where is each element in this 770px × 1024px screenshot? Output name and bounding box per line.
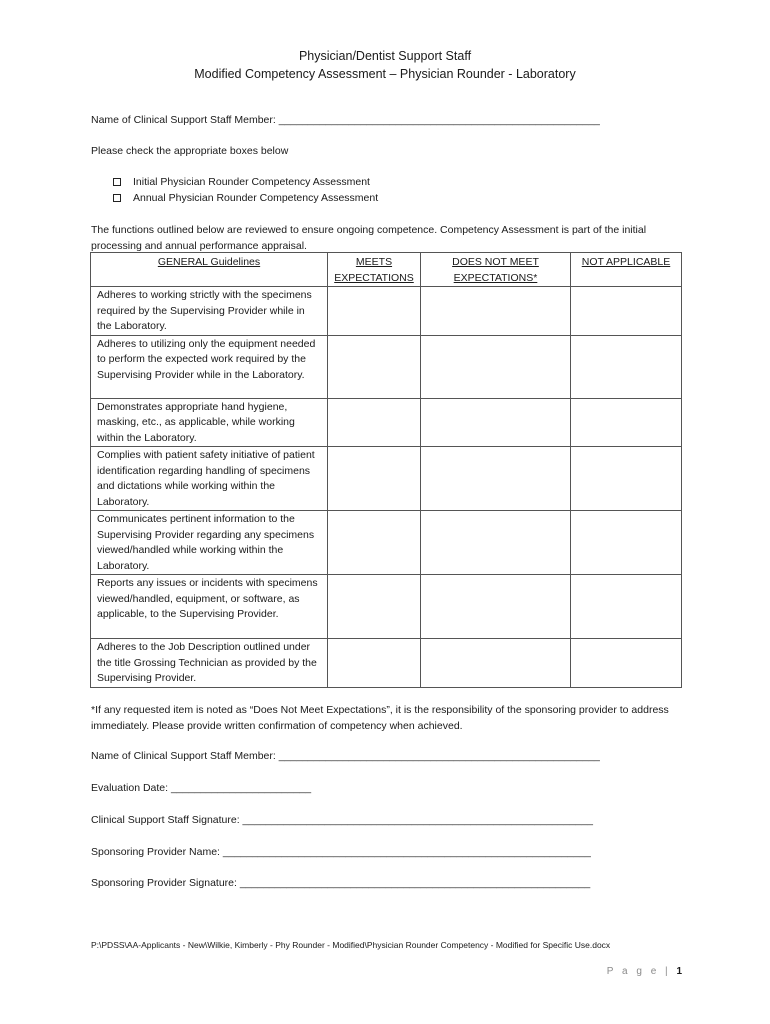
provider-name-field[interactable]: Sponsoring Provider Name: _______________________________________________________________	[91, 846, 591, 858]
checkbox-icon[interactable]	[113, 194, 121, 202]
criterion-text: Adheres to utilizing only the equipment needed to perform the expected work required by the Supervising Provider while in the Laboratory.	[91, 335, 328, 398]
meets-cell[interactable]	[328, 398, 421, 447]
evaluation-date-field[interactable]: Evaluation Date: ________________________	[91, 782, 312, 794]
does-not-meet-cell[interactable]	[421, 511, 571, 575]
intro-paragraph: The functions outlined below are reviewed to ensure ongoing competence. Competency Assessment is part of the initial processing and annual performance appraisal.	[91, 224, 647, 252]
option-annual[interactable]	[113, 192, 378, 204]
does-not-meet-cell[interactable]	[421, 447, 571, 511]
footnote: *If any requested item is noted as “Does Not Meet Expectations”, it is the responsibility of the sponsoring provider to address immediately. Please provide written confirmation of competency when achieved.	[91, 704, 669, 732]
criterion-text: Adheres to working strictly with the specimens required by the Supervising Provider while in the Laboratory.	[91, 287, 328, 336]
document-subtitle: Modified Competency Assessment – Physician Rounder - Laboratory	[194, 67, 576, 81]
table-row	[91, 511, 682, 575]
staff-name-field[interactable]: Name of Clinical Support Staff Member: _______________________________________________________	[91, 114, 600, 126]
header-general-guidelines: GENERAL Guidelines	[91, 253, 328, 287]
table-row	[91, 575, 682, 639]
meets-cell[interactable]	[328, 447, 421, 511]
option-annual-label: Annual Physician Rounder Competency Assessment	[133, 192, 379, 204]
not-applicable-cell[interactable]	[571, 398, 682, 447]
header-meets: MEETS EXPECTATIONS	[328, 253, 421, 287]
page-label: P a g e	[606, 966, 660, 977]
meets-cell[interactable]	[328, 335, 421, 398]
provider-signature-field[interactable]: Sponsoring Provider Signature: ____________________________________________________________	[91, 877, 591, 889]
not-applicable-cell[interactable]	[571, 335, 682, 398]
does-not-meet-cell[interactable]	[421, 398, 571, 447]
criterion-text: Reports any issues or incidents with specimens viewed/handled, equipment, or software, as applicable, to the Supervising Provider.	[91, 575, 328, 639]
file-path: P:\PDSS\AA-Applicants - New\Wilkie, Kimberly - Phy Rounder - Modified\Physician Rounder Competency - Modified for Specific Use.docx	[91, 940, 611, 950]
table-row	[91, 287, 682, 336]
not-applicable-cell[interactable]	[571, 447, 682, 511]
document-title: Physician/Dentist Support Staff	[298, 49, 472, 63]
does-not-meet-cell[interactable]	[421, 639, 571, 688]
table-row	[91, 335, 682, 398]
option-initial[interactable]	[113, 176, 370, 188]
table-row	[91, 398, 682, 447]
not-applicable-cell[interactable]	[571, 511, 682, 575]
not-applicable-cell[interactable]	[571, 287, 682, 336]
option-initial-label: Initial Physician Rounder Competency Assessment	[133, 176, 370, 188]
not-applicable-cell[interactable]	[571, 639, 682, 688]
does-not-meet-cell[interactable]	[421, 575, 571, 639]
not-applicable-cell[interactable]	[571, 575, 682, 639]
does-not-meet-cell[interactable]	[421, 287, 571, 336]
criterion-text: Complies with patient safety initiative of patient identification regarding handling of specimens and dictations while working within the Laboratory.	[91, 447, 328, 511]
competency-table	[90, 252, 682, 688]
meets-cell[interactable]	[328, 287, 421, 336]
staff-name-field-2[interactable]: Name of Clinical Support Staff Member: _______________________________________________________	[91, 750, 600, 762]
header-not-applicable: NOT APPLICABLE	[571, 253, 682, 287]
check-instruction: Please check the appropriate boxes below	[91, 145, 289, 157]
criterion-text: Demonstrates appropriate hand hygiene, masking, etc., as applicable, while working within the Laboratory.	[91, 398, 328, 447]
header-does-not-meet: DOES NOT MEET EXPECTATIONS*	[421, 253, 571, 287]
checkbox-icon[interactable]	[113, 178, 121, 186]
meets-cell[interactable]	[328, 639, 421, 688]
table-row	[91, 639, 682, 688]
does-not-meet-cell[interactable]	[421, 335, 571, 398]
table-row	[91, 447, 682, 511]
staff-signature-field[interactable]: Clinical Support Staff Signature: ____________________________________________________________	[91, 814, 593, 826]
meets-cell[interactable]	[328, 511, 421, 575]
page-number-value: 1	[676, 966, 682, 977]
criterion-text: Adheres to the Job Description outlined under the title Grossing Technician as provided by the Supervising Provider.	[91, 639, 328, 688]
criterion-text: Communicates pertinent information to the Supervising Provider regarding any specimens viewed/handled while working within the Laboratory.	[91, 511, 328, 575]
page-number: P a g e | 1	[606, 966, 682, 977]
meets-cell[interactable]	[328, 575, 421, 639]
